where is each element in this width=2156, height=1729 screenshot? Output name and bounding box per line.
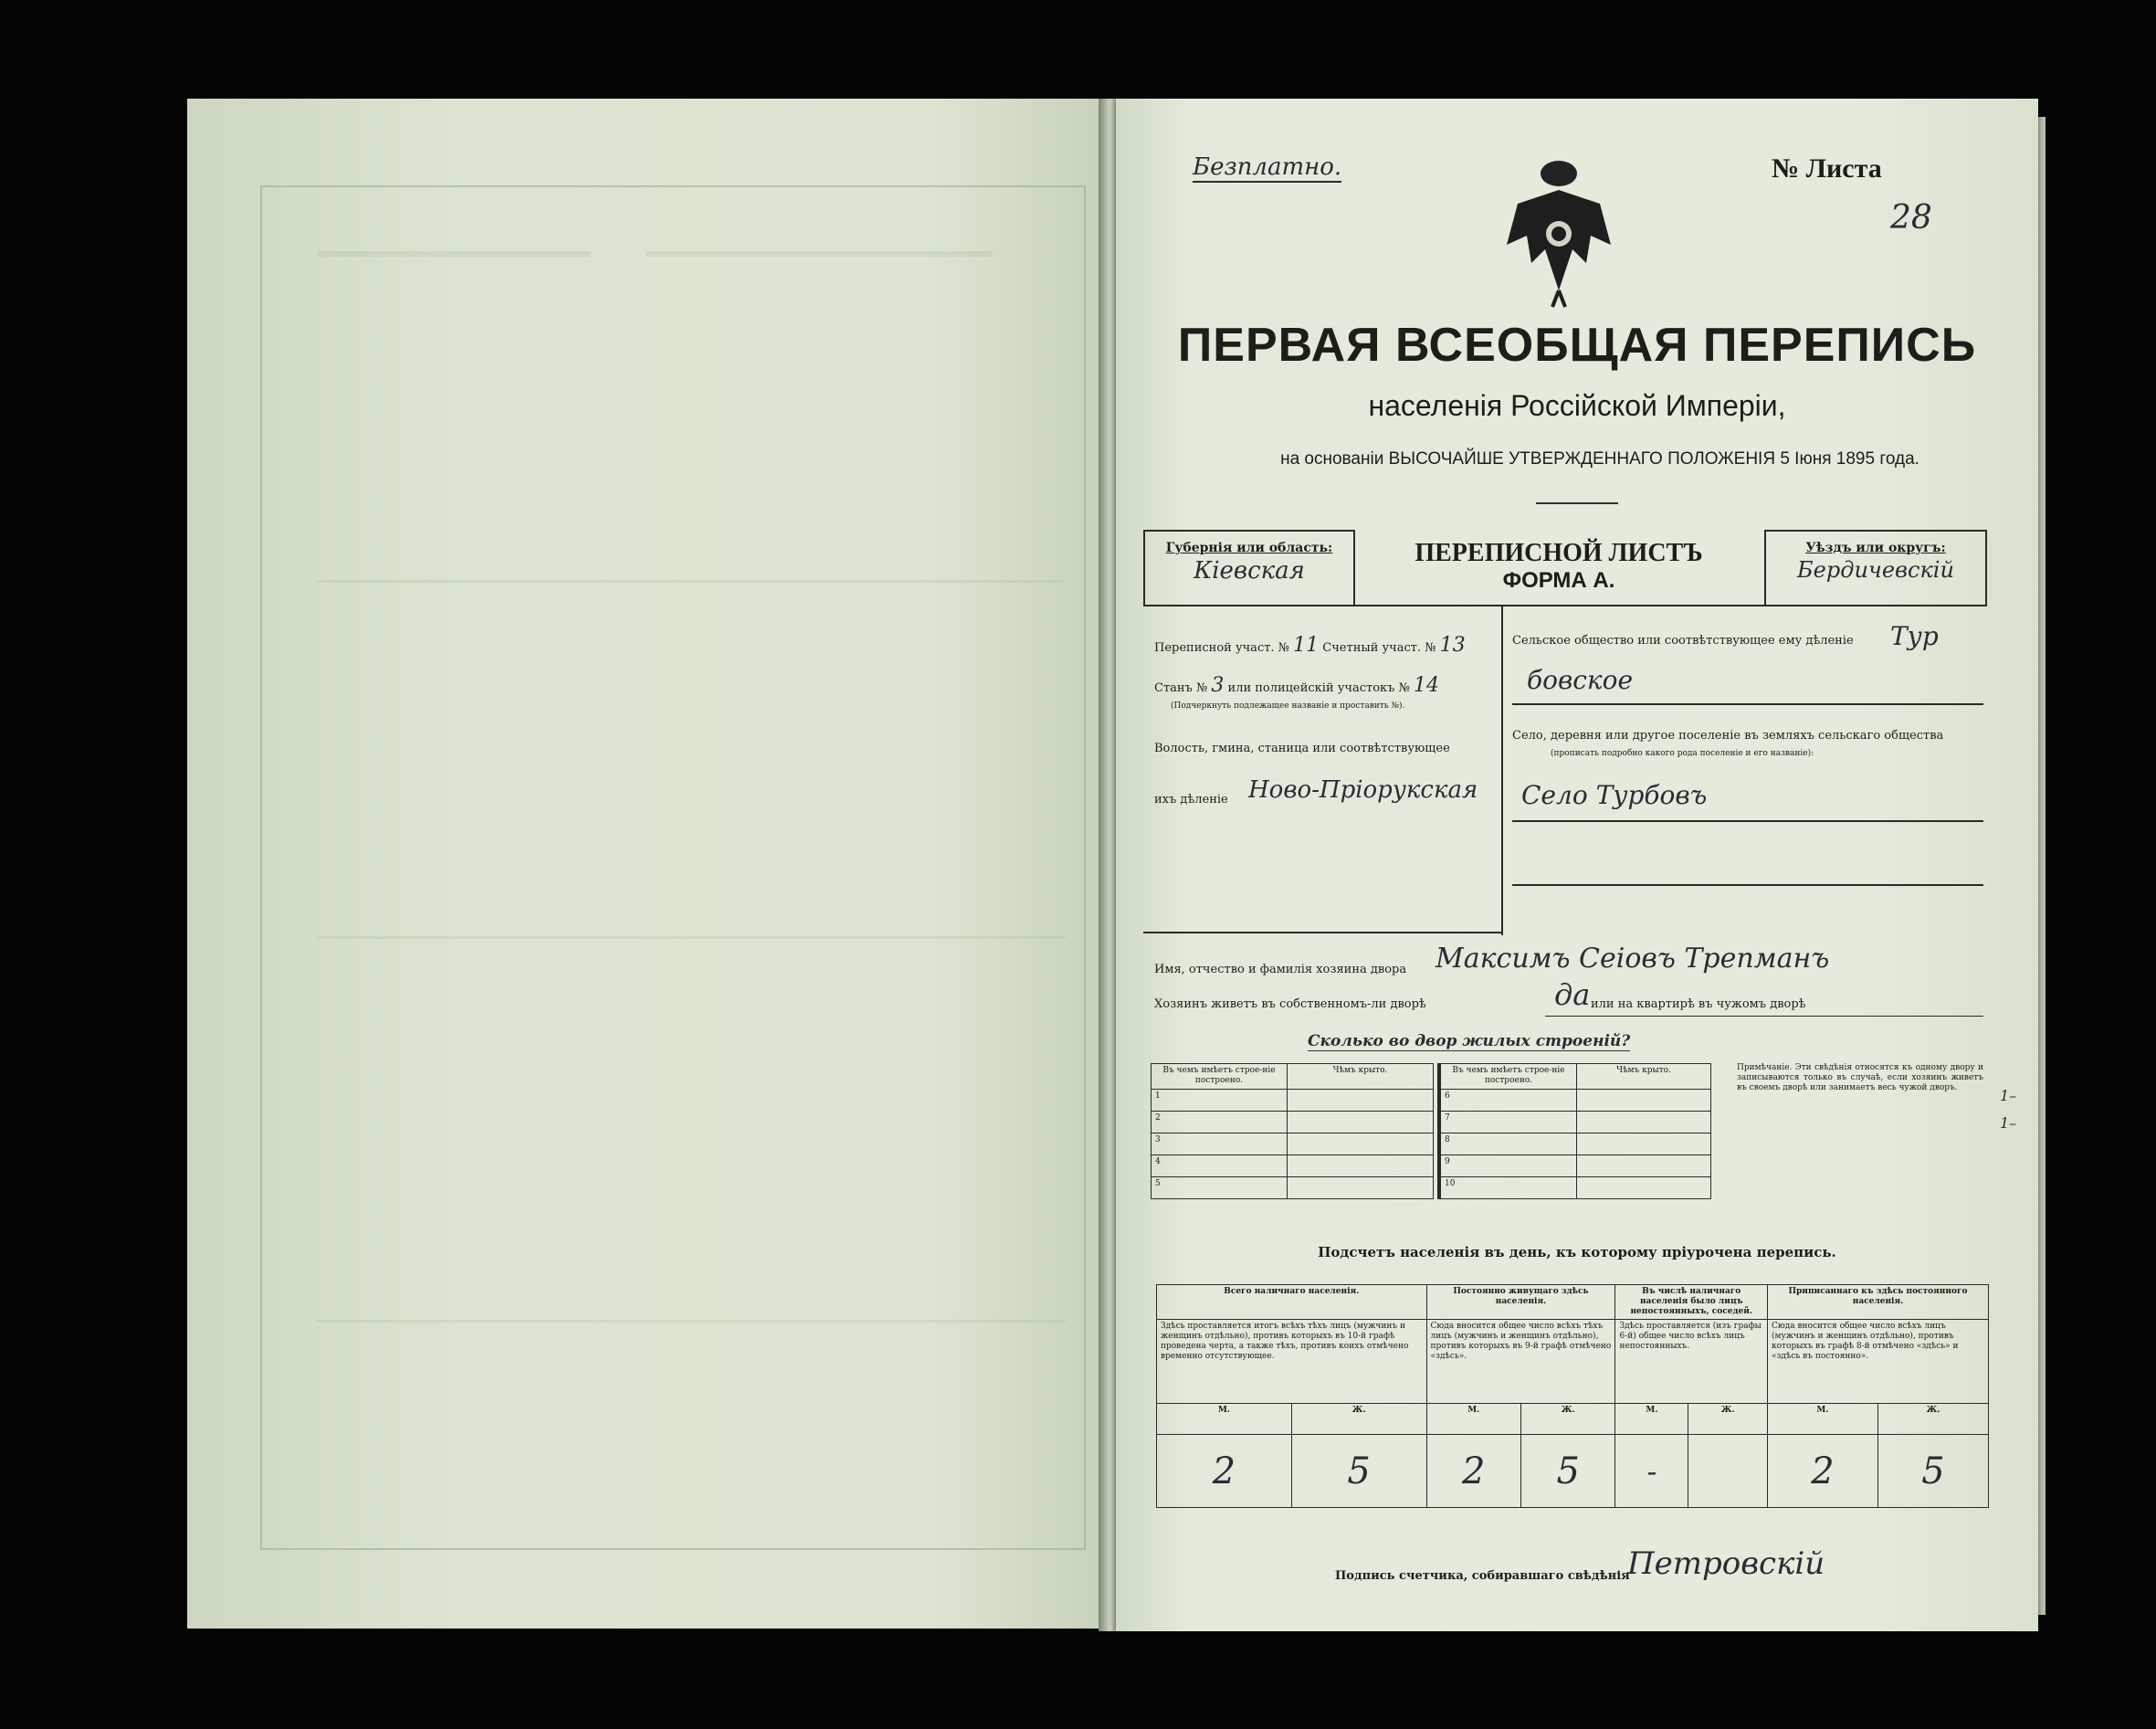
district-value: Бердичевскій [1797,557,1954,583]
buildings-col1-header: Въ чемъ имѣетъ строе-ніе построено. [1439,1064,1577,1090]
province-box [1143,530,1355,606]
census-unit-row [1154,634,1466,657]
lives-value: да [1554,977,1591,1012]
buildings-col1-header: Въ чемъ имѣетъ строе-ніе построено. [1152,1064,1288,1090]
village-note: (прописать подробно какого рода поселеніе и его названіе): [1551,749,1814,758]
building-row-num: 2 [1152,1112,1288,1133]
male-label: М. [1157,1404,1292,1435]
village-label: Село, деревня или другое поселеніе въ земляхъ сельскаго общества [1512,729,1944,743]
society-value-1: Тур [1890,621,1939,651]
female-label: Ж. [1877,1404,1988,1435]
margin-mark-1: 1– [2000,1087,2017,1104]
signature-value: Петровскій [1627,1545,1825,1582]
basis-line: на основаніи ВЫСОЧАЙШЕ УТВЕРЖДЕННАГО ПОЛОЖЕНІЯ 5 Іюня 1895 года. [1280,449,1919,469]
total-present-desc: Здѣсь проставляется итогъ всѣхъ тѣхъ лицъ (мужчинъ и женщинъ отдѣльно), противъ которыхъ въ 10-й графѣ проведена черта, а также тѣхъ, противъ коихъ отмѣчено временно отсутствующее. [1157,1320,1427,1404]
society-value-2: бовское [1527,665,1634,695]
stan-value: 3 [1211,674,1225,697]
census-unit-value: 11 [1293,634,1320,657]
building-row-num: 8 [1439,1133,1577,1155]
total-registered-desc: Сюда вносится общее число всѣхъ лицъ (мужчинъ и женщинъ отдѣльно), противъ которыхъ въ графѣ 8-й отмѣчено «здѣсь» и «здѣсь въ постоянно». [1768,1320,1989,1404]
counting-unit-value: 13 [1439,634,1466,657]
female-label: Ж. [1521,1404,1615,1435]
volost-label-2: ихъ дѣленіе [1154,793,1228,807]
total-registered-male: 2 [1768,1435,1878,1508]
buildings-table-right [1437,1063,1711,1199]
total-present-title: Всего наличнаго населенія. [1157,1285,1427,1320]
building-row-num: 10 [1439,1177,1577,1199]
sheet-no-value: 28 [1890,199,1932,237]
province-label: Губернія или область: [1165,541,1333,555]
volost-value: Ново-Пріорукская [1248,776,1478,804]
building-row-num: 9 [1439,1155,1577,1177]
building-row-num: 3 [1152,1133,1288,1155]
total-permanent-title: Постоянно живущаго здѣсь населенія. [1426,1285,1615,1320]
total-temporary-male: - [1615,1435,1688,1508]
totals-heading: Подсчетъ населенія въ день, къ которому пріурочена перепись. [1318,1244,1836,1260]
book-binding [1099,99,1117,1631]
buildings-question: Сколько во двор жилых строеній? [1308,1032,1631,1050]
police-label: или полицейскій участокъ № [1227,681,1410,695]
buildings-note: Примѣчаніе. Эти свѣдѣнія относятся къ одному двору и записываются только въ случаѣ, если хозяинъ живетъ въ своемъ дворѣ или занимаетъ весь чужой дворъ. [1737,1063,1983,1092]
volost-label: Волость, гмина, станица или соотвѣтствующее [1154,742,1450,755]
village-value: Село Турбовъ [1521,780,1708,810]
free-label: Безплатно. [1193,153,1342,181]
main-title: ПЕРВАЯ ВСЕОБЩАЯ ПЕРЕПИСЬ [1177,319,1977,372]
imperial-eagle-emblem-icon [1499,153,1618,309]
female-label: Ж. [1688,1404,1768,1435]
total-registered-female: 5 [1877,1435,1988,1508]
society-label: Сельское общество или соотвѣтствующее ему дѣленіе [1512,634,1854,648]
building-row-num: 7 [1439,1112,1577,1133]
female-label: Ж. [1291,1404,1426,1435]
form-sub: ФОРМА А. [1502,568,1615,593]
owner-value: Максимъ Сеіовъ Трепманъ [1436,943,1830,975]
census-form-page [1116,99,2038,1631]
lives-label-2: или на квартирѣ въ чужомъ дворѣ [1591,997,1806,1011]
total-registered-title: Приписаннаго къ здѣсь постоянного населенія. [1768,1285,1989,1320]
total-permanent-male: 2 [1426,1435,1520,1508]
building-row-num: 4 [1152,1155,1288,1177]
left-page-frame [260,185,1086,1550]
left-blank-page [187,99,1105,1629]
form-title: ПЕРЕПИСНОЙ ЛИСТЪ [1415,539,1703,567]
lives-label: Хозяинъ живетъ въ собственномъ-ли дворѣ [1154,997,1426,1011]
total-temporary-female [1688,1435,1768,1508]
owner-label: Имя, отчество и фамилія хозяина двора [1154,963,1407,976]
form-title-box [1353,530,1764,603]
total-temporary-desc: Здѣсь проставляется (изъ графы 6-й) общее число всѣхъ лицъ непостоянныхъ. [1615,1320,1768,1404]
building-row-num: 1 [1152,1090,1288,1112]
page-edge [2038,117,2046,1615]
total-temporary-title: Въ числѣ наличнаго населенія было лицъ непостоянныхъ, соседей. [1615,1285,1768,1320]
buildings-col2-header: Чѣмъ крыто. [1577,1064,1711,1090]
stan-row [1154,674,1439,697]
total-present-female: 5 [1291,1435,1426,1508]
building-row-num: 5 [1152,1177,1288,1199]
province-value: Кіевская [1194,557,1305,585]
police-note: (Подчеркнуть подлежащее названіе и проставить №). [1171,701,1405,711]
totals-table [1156,1284,1989,1508]
signature-label: Подпись счетчика, собиравшаго свѣдѣнія [1335,1569,1630,1583]
sheet-no-label: № Листа [1772,153,1882,184]
male-label: М. [1768,1404,1878,1435]
district-box [1764,530,1987,606]
total-permanent-female: 5 [1521,1435,1615,1508]
buildings-col2-header: Чѣмъ крыто. [1288,1064,1434,1090]
total-permanent-desc: Сюда вносится общее число всѣхъ тѣхъ лицъ (мужчинъ и женщинъ отдѣльно), противъ которыхъ въ 9-й графѣ отмѣчено «здѣсь». [1426,1320,1615,1404]
male-label: М. [1615,1404,1688,1435]
buildings-table-left [1151,1063,1434,1199]
police-value: 14 [1414,674,1440,697]
counting-unit-label: Счетный участ. № [1322,641,1436,655]
ornament-divider [1536,502,1618,504]
census-unit-label: Переписной участ. № [1154,641,1289,655]
building-row-num: 6 [1439,1090,1577,1112]
margin-mark-2: 1– [2000,1114,2017,1132]
stan-label: Станъ № [1154,681,1208,695]
subtitle: населенія Россійской Имперіи, [1368,389,1786,422]
total-present-male: 2 [1157,1435,1292,1508]
district-label: Уѣздъ или округъ: [1805,541,1946,555]
male-label: М. [1426,1404,1520,1435]
